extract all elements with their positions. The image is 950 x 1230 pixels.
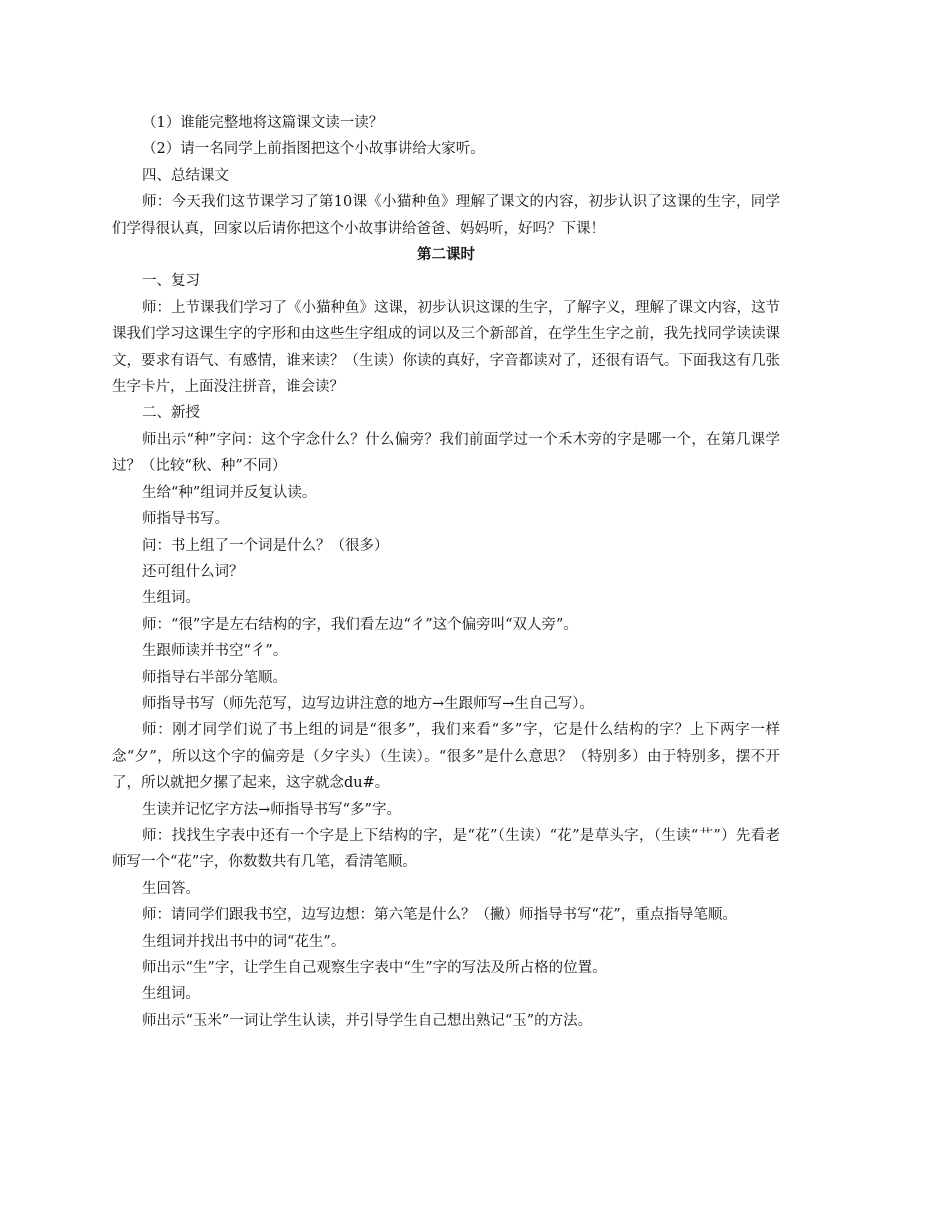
paragraph: 师出示“生”字，让学生自己观察生字表中“生”字的写法及所占格的位置。	[142, 960, 607, 976]
lesson-title: 第二课时	[417, 247, 475, 264]
section-heading: 四、总结课文	[142, 167, 229, 184]
paragraph: 生回答。	[142, 880, 200, 897]
paragraph: 师：今天我们这节课学习了第10课《小猫种鱼》理解了课文的内容，初步认识了这课的生字，同学们学得很认真，回家以后请你把这个小故事讲给爸爸、妈妈听，好吗？下课！	[112, 194, 780, 237]
paragraph: 师：刚才同学们说了书上组的词是“很多”，我们来看“多”字，它是什么结构的字？上下两字一样念“夕”，所以这个字的偏旁是（夕字头）（生读）。“很多”是什么意思？（特别多）由于特别多，摆不开了，所以就把夕摞了起来，这字就念du#。	[112, 722, 780, 792]
paragraph: 师：请同学们跟我书空，边写边想：第六笔是什么？（撇）师指导书写“花”，重点指导笔顺。	[142, 907, 737, 924]
paragraph: 师：找找生字表中还有一个字是上下结构的字，是“花”（生读）“花”是草头字，（生读“艹”）先看老师写一个“花”字，你数数共有几笔，看清笔顺。	[112, 827, 780, 871]
paragraph: 师出示“种”字问：这个字念什么？什么偏旁？我们前面学过一个禾木旁的字是哪一个，在第几课学过？（比较“秋、种”不同）	[112, 431, 780, 475]
paragraph: （1）谁能完整地将这篇课文读一读？	[142, 115, 384, 131]
paragraph: 生组词并找出书中的词“花生”。	[142, 933, 346, 950]
paragraph: 生读并记忆字方法→师指导书写“多”字。	[142, 801, 401, 818]
section-heading: 一、复习	[142, 273, 200, 290]
paragraph: 师指导书写。	[142, 511, 229, 528]
paragraph: 师出示“玉米”一词让学生认读，并引导学生自己想出熟记“玉”的方法。	[142, 1012, 593, 1029]
paragraph: 还可组什么词？	[142, 563, 244, 580]
paragraph: 生给“种”组词并反复认读。	[142, 484, 317, 501]
paragraph: 生组词。	[142, 986, 200, 1003]
paragraph: 师：上节课我们学习了《小猫种鱼》这课，初步认识这课的生字，了解字义，理解了课文内容，这节课我们学习这课生字的字形和由这些生字组成的词以及三个新部首，在学生生字之前，我先找同学读读课文，要求有语气、有感情，谁来读？（生读）你读的真好，字音都读对了，还很有语气。下面我这有几张生字卡片，上面没注拼音，谁会读？	[112, 299, 780, 396]
paragraph: （2）请一名同学上前指图把这个小故事讲给大家听。	[142, 141, 485, 158]
paragraph: 师：“很”字是左右结构的字，我们看左边“彳”这个偏旁叫“双人旁”。	[142, 616, 578, 633]
paragraph: 生组词。	[142, 590, 200, 607]
paragraph: 生跟师读并书空“彳”。	[142, 643, 288, 660]
paragraph: 师指导右半部分笔顺。	[142, 669, 287, 686]
document-body	[112, 110, 780, 1034]
paragraph: 师指导书写（师先范写，边写边讲注意的地方→生跟师写→生自己写）。	[142, 695, 595, 712]
section-heading: 二、新授	[142, 405, 200, 422]
paragraph: 问：书上组了一个词是什么？（很多）	[142, 537, 389, 554]
